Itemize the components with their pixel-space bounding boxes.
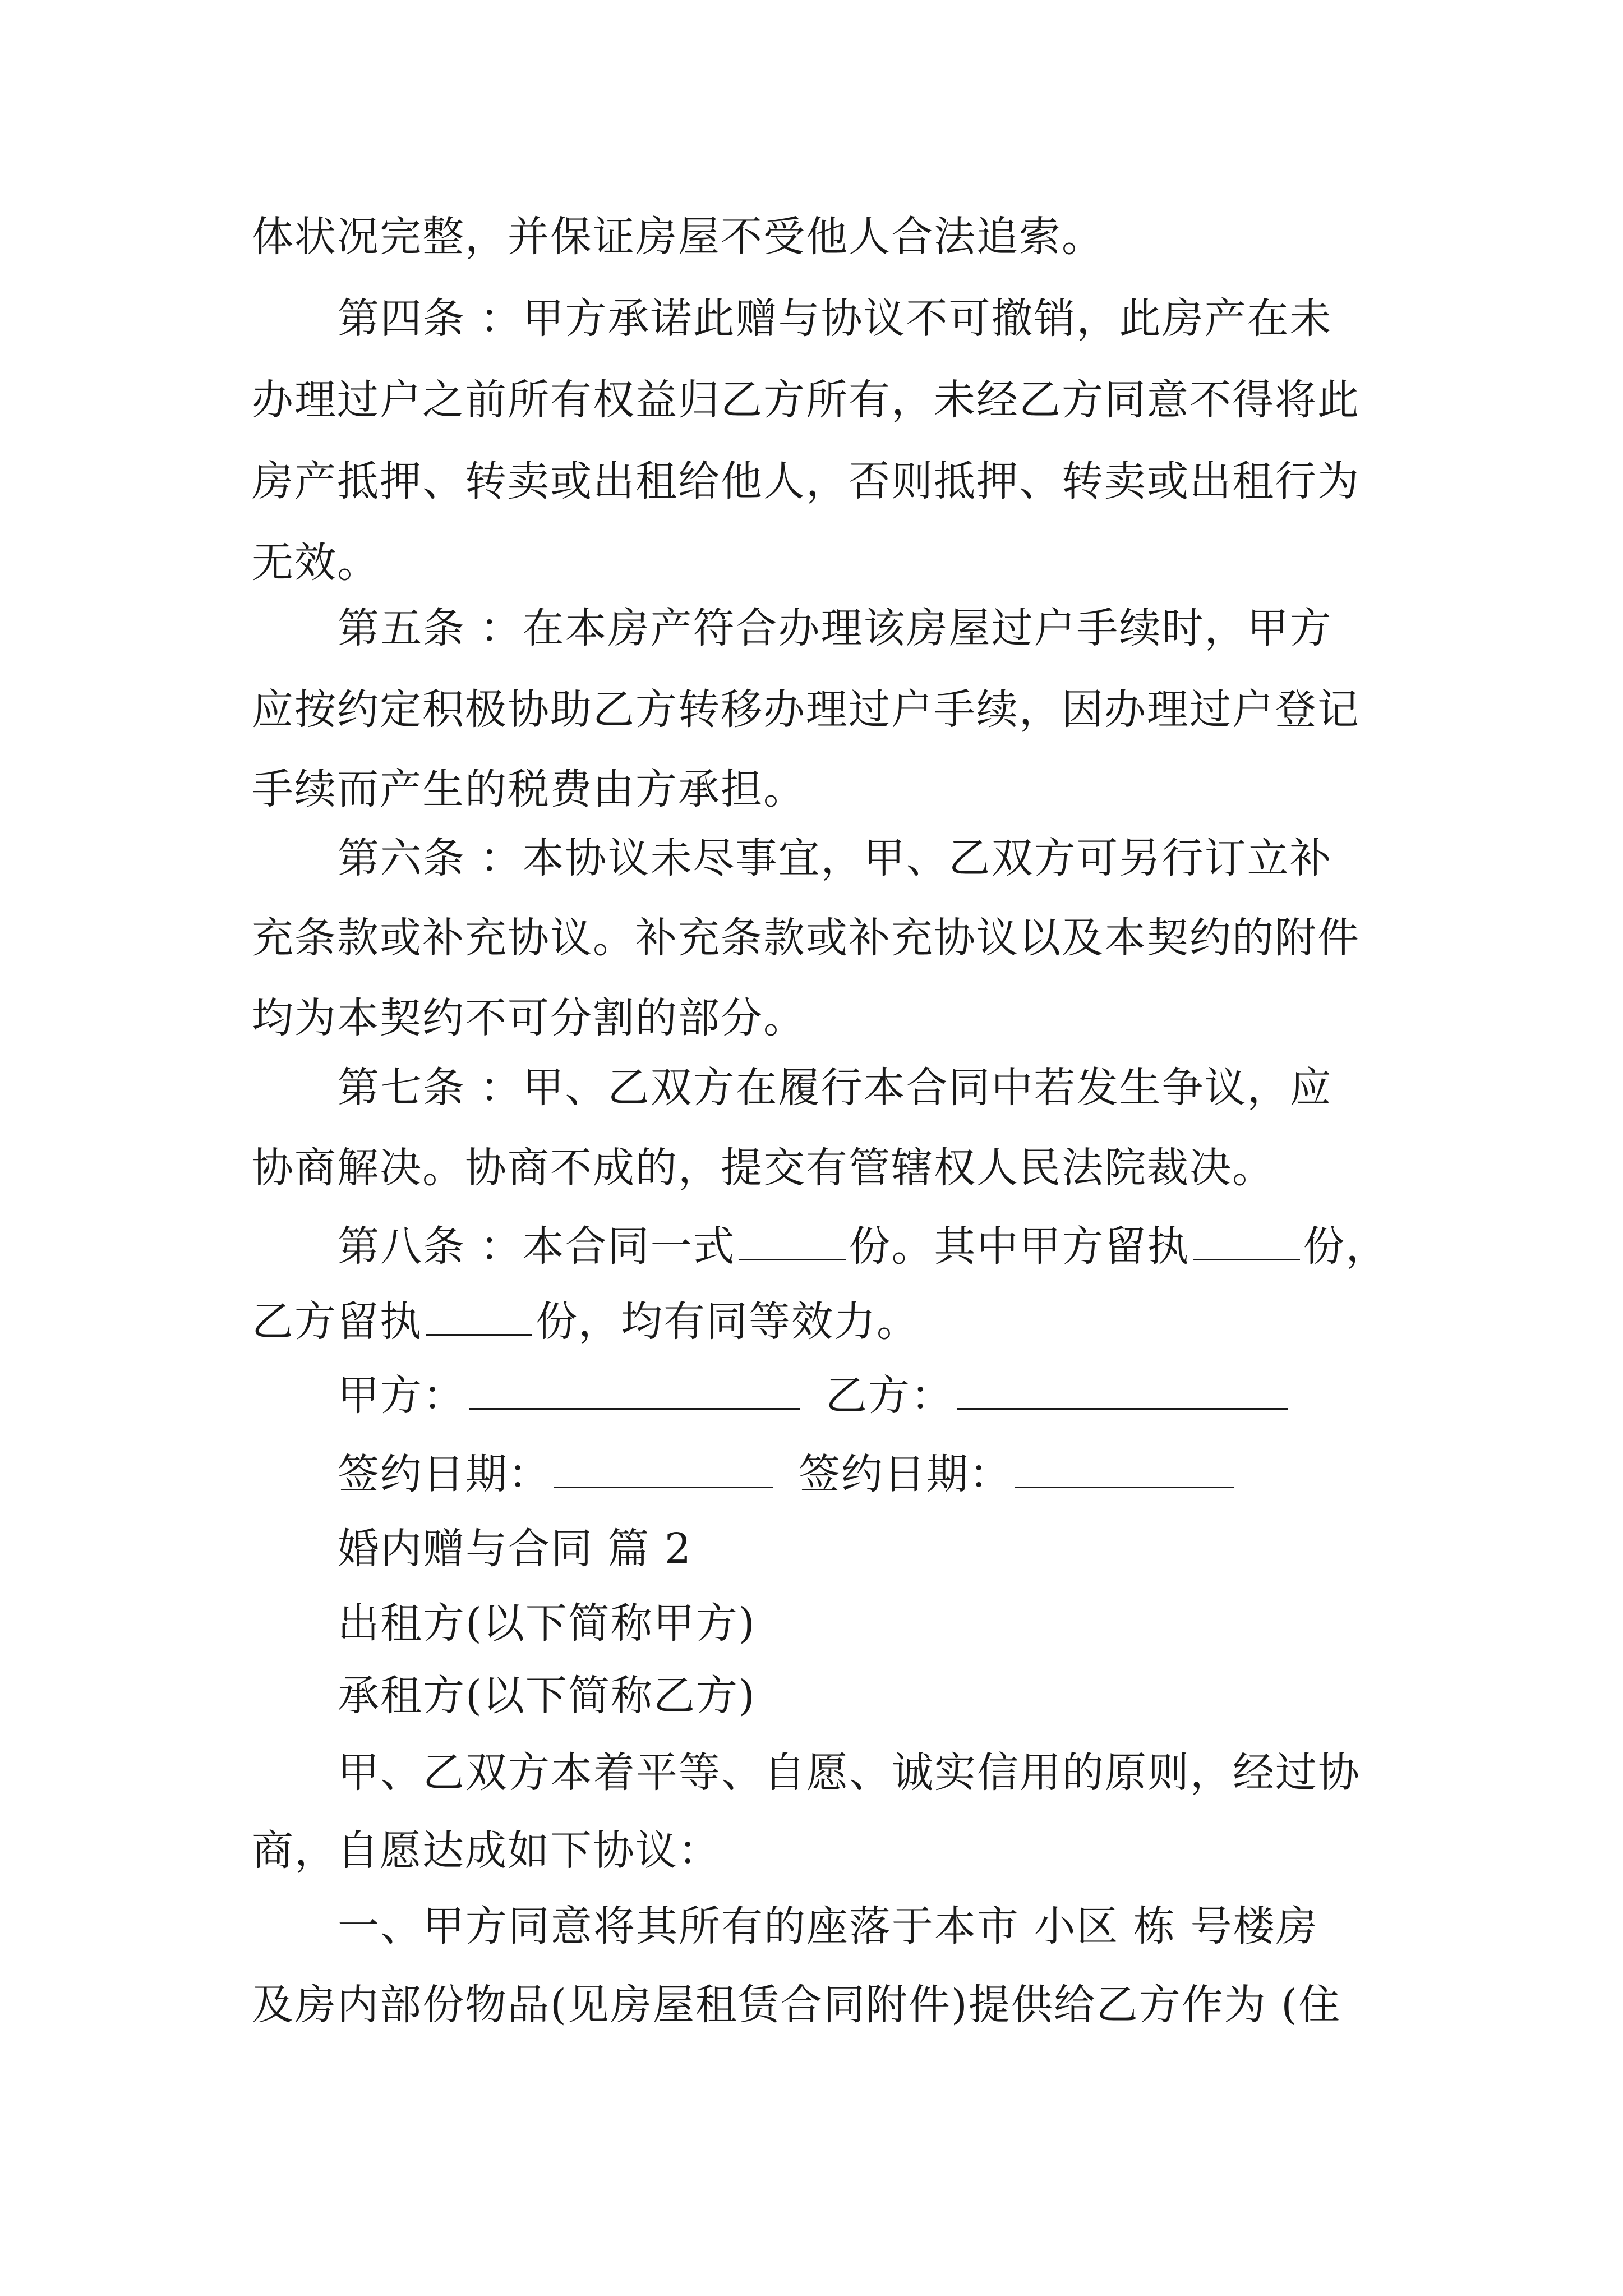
copies-text: 份。其中甲方留执 [849, 1222, 1190, 1271]
copies-clause-line [338, 1218, 1389, 1274]
blank-field[interactable] [1193, 1220, 1300, 1260]
paragraph-line: 房产抵押、转卖或出租给他人，否则抵押、转卖或出租行为 [252, 457, 1360, 505]
blank-field[interactable] [426, 1295, 532, 1336]
date-a-label: 签约日期： [338, 1450, 551, 1498]
paragraph-line: 甲、乙双方本着平等、自愿、诚实信用的原则，经过协 [338, 1749, 1361, 1797]
paragraph-line: 第六条 ：本协议未尽事宜，甲、乙双方可另行订立补 [338, 834, 1332, 882]
copies-text: 第八条 ：本合同一式 [338, 1222, 736, 1271]
party-b-label: 乙方： [826, 1372, 953, 1420]
paragraph-line: 办理过户之前所有权益归乙方所有，未经乙方同意不得将此 [252, 376, 1360, 424]
paragraph-line: 协商解决。协商不成的，提交有管辖权人民法院裁决。 [252, 1144, 1275, 1192]
signature-date-line [338, 1446, 1237, 1502]
paragraph-line: 充条款或补充协议。补充条款或补充协议以及本契约的附件 [252, 914, 1360, 962]
copies-text: 乙方留执 [252, 1297, 422, 1346]
paragraph-line: 商，自愿达成如下协议： [252, 1826, 721, 1875]
paragraph-line: 及房内部份物品(见房屋租赁合同附件)提供给乙方作为 (住 [252, 1981, 1341, 2029]
paragraph-line: 第七条 ：甲、乙双方在履行本合同中若发生争议，应 [338, 1064, 1332, 1112]
section-title: 婚内赠与合同 篇 2 [338, 1525, 693, 1573]
copies-clause-line [252, 1294, 919, 1350]
signature-line [338, 1368, 1291, 1424]
paragraph-line: 无效。 [252, 539, 380, 587]
paragraph-line: 第四条 ：甲方承诺此赠与协议不可撤销，此房产在未 [338, 295, 1332, 343]
paragraph-line: 第五条 ：在本房产符合办理该房屋过户手续时，甲方 [338, 604, 1332, 652]
paragraph-line: 应按约定积极协助乙方转移办理过户手续，因办理过户登记 [252, 685, 1360, 734]
date-b-field[interactable] [1015, 1447, 1234, 1488]
lessor-line: 出租方(以下简称甲方) [338, 1599, 756, 1648]
party-a-label: 甲方： [338, 1372, 465, 1420]
copies-text: 份， [1303, 1222, 1389, 1271]
paragraph-line: 手续而产生的税费由方承担。 [252, 765, 806, 813]
date-b-label: 签约日期： [799, 1450, 1012, 1498]
lessee-line: 承租方(以下简称乙方) [338, 1672, 756, 1720]
party-a-field[interactable] [469, 1369, 800, 1410]
paragraph-line: 均为本契约不可分割的部分。 [252, 994, 806, 1042]
paragraph-line: 体状况完整，并保证房屋不受他人合法追索。 [252, 213, 1104, 261]
blank-field[interactable] [739, 1220, 846, 1260]
date-a-field[interactable] [554, 1447, 773, 1488]
party-b-field[interactable] [957, 1369, 1288, 1410]
paragraph-line: 一、甲方同意将其所有的座落于本市 小区 栋 号楼房 [338, 1902, 1318, 1950]
copies-text: 份，均有同等效力。 [536, 1297, 919, 1346]
